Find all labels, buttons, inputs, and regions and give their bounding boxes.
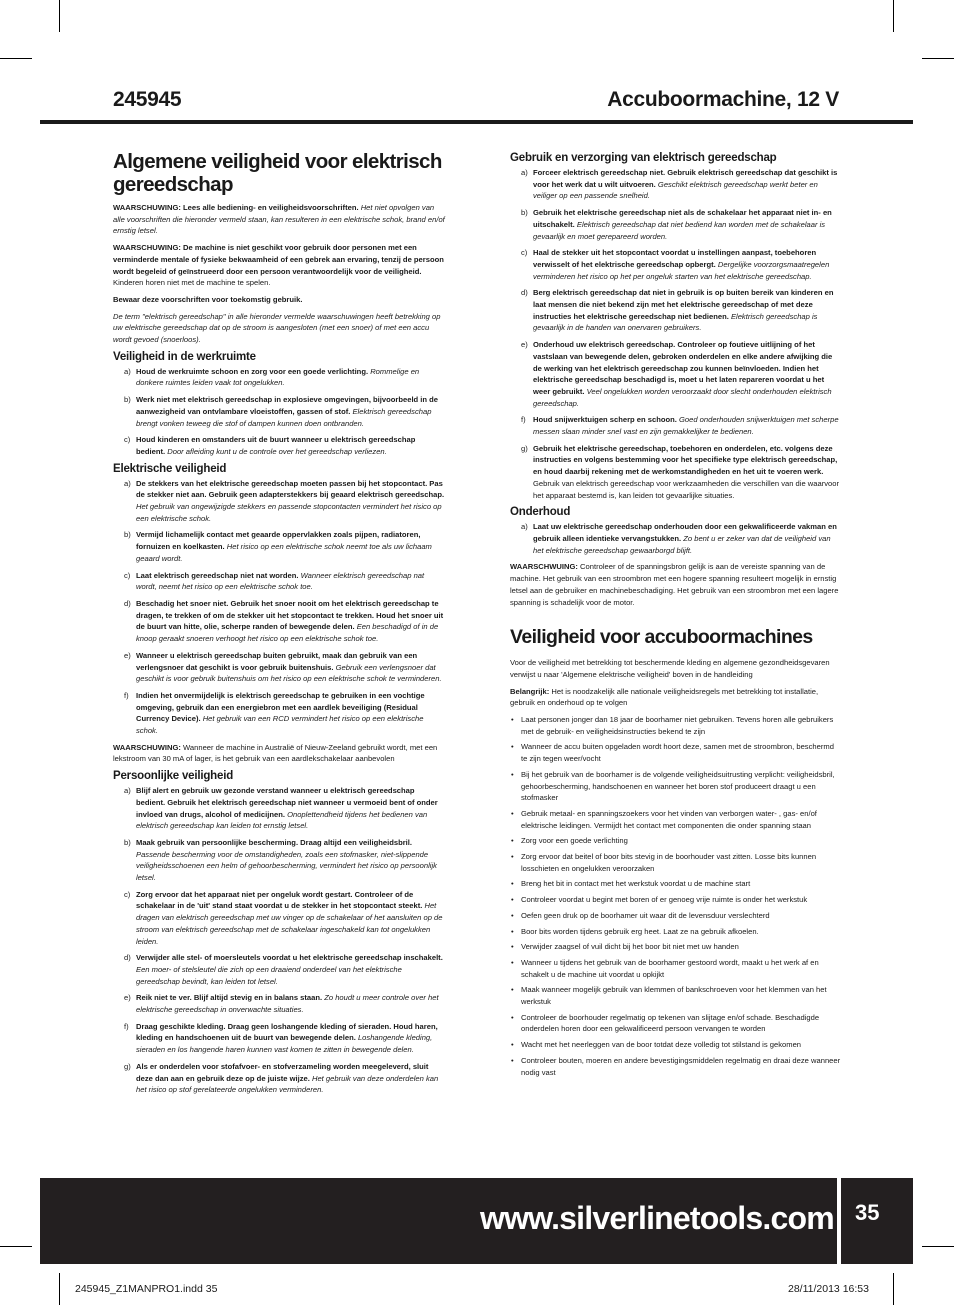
list-item bbox=[510, 339, 842, 409]
bullet-text: Verwijder zaagsel of vuil dicht bij het boor bit niet met uw handen bbox=[521, 942, 739, 952]
bullet-marker: • bbox=[511, 895, 514, 905]
item-bold: Onderhoud uw elektrisch gereedschap. Controleer op foutieve uitlijning of het vastslaan van bewegende delen, gebroken onderdelen en elke andere afwijking die de werking van het elektrisch gereedschap zou kunnen beïnvloeden. Indien het elektrische gereedschap beschadigd is, moet u het laten repareren voordat u het weer gebruikt. bbox=[533, 340, 833, 396]
list-item bbox=[113, 1021, 445, 1056]
item-letter: d) bbox=[124, 598, 131, 608]
list-item bbox=[510, 167, 842, 202]
item-letter: e) bbox=[124, 650, 131, 660]
item-letter: d) bbox=[521, 288, 528, 298]
section-title-general-safety: Algemene veiligheid voor elektrisch gereedschap bbox=[113, 150, 442, 196]
list-item bbox=[510, 414, 842, 437]
item-italic: Een moer- of stelsleutel die zich op een draaiend onderdeel van het elektrische gereedschap bevindt, kan leiden tot letsel. bbox=[136, 964, 402, 986]
list-item bbox=[510, 247, 842, 282]
workspace-list bbox=[113, 366, 445, 458]
use-care-list bbox=[510, 167, 842, 501]
warning-text: Wanneer de machine in Australië of Nieuw-Zeeland gebruikt wordt, met een lekstroom van 30 mA of lager, is het gebruik van een aardlekschakelaar aanbevolen bbox=[113, 742, 438, 764]
crop-mark bbox=[0, 58, 32, 59]
intro-paragraph bbox=[113, 294, 445, 306]
item-letter: g) bbox=[124, 1061, 131, 1071]
item-letter: a) bbox=[124, 786, 131, 796]
model-number: 245945 bbox=[113, 88, 182, 111]
item-italic: Door afleiding kunt u de controle over het gereedschap verliezen. bbox=[165, 446, 387, 456]
bullet-item bbox=[510, 894, 842, 906]
list-item bbox=[113, 690, 445, 737]
battery-intro: Voor de veiligheid met betrekking tot beschermende kleding en algemene gezondheidsgevaren verwijst u naar 'Algemene elektrische veiligheid' boven in de handleiding bbox=[510, 658, 830, 679]
item-letter: e) bbox=[521, 340, 528, 350]
bullet-text: Breng het bit in contact met het werkstuk voordat u de machine start bbox=[521, 879, 751, 889]
bullet-item bbox=[510, 769, 842, 804]
important-label: Belangrijk: bbox=[510, 686, 550, 696]
product-title: Accuboormachine, 12 V bbox=[607, 88, 839, 111]
item-bold: Laat elektrisch gereedschap niet nat worden. bbox=[136, 570, 299, 580]
bullet-item bbox=[510, 1039, 842, 1051]
item-italic: Goed onderhouden snijwerktuigen met scherpe messen slaan minder snel vast en zijn gemakkelijker te bedienen. bbox=[533, 415, 839, 437]
bullet-marker: • bbox=[511, 926, 514, 936]
item-italic: Zo bent u er zeker van dat de veiligheid van het elektrische gereedschap gewaarborgd blijft. bbox=[533, 533, 831, 555]
crop-mark bbox=[922, 58, 954, 59]
bullet-text: Maak wanneer mogelijk gebruik van klemmen of bankschroeven voor het klemmen van het werkstuk bbox=[521, 985, 827, 1007]
bullet-item bbox=[510, 714, 842, 737]
list-item bbox=[113, 478, 445, 525]
section-title-battery-safety: Veiligheid voor accuboormachines bbox=[510, 626, 813, 649]
important-text: Het is noodzakelijk alle nationale veiligheidsregels met betrekking tot installatie, gebruik en onderhoud op te volgen bbox=[510, 686, 819, 708]
list-item bbox=[113, 366, 445, 389]
intro-plain: Kinderen horen niet met de machine te spelen. bbox=[113, 278, 271, 288]
list-item bbox=[113, 889, 445, 948]
crop-mark bbox=[893, 0, 894, 32]
battery-important bbox=[510, 686, 842, 709]
item-bold: Draag geschikte kleding. Draag geen loshangende kleding of sieraden. Houd haren, kleding en handschoenen uit de buurt van bewegende delen. bbox=[136, 1021, 438, 1043]
item-italic: Het gebruik van ongewijzigde stekkers en passende stopcontacten vermindert het risico op een elektrische schok. bbox=[136, 502, 442, 523]
intro-bold: WAARSCHUWING: De machine is niet geschikt voor gebruik door personen met een verminderde mentale of fysieke bekwaamheid of een gebrek aan ervaring, tenzij de persoon wordt begeleid of geïnstrueerd door een persoon verantwoordelijk voor de veiligheid. bbox=[113, 243, 444, 276]
bullet-item bbox=[510, 1055, 842, 1078]
bullet-marker: • bbox=[511, 985, 514, 995]
item-italic: Passende bescherming voor de omstandigheden, zoals een stofmasker, niet-slippende veiligheidsschoenen een helm of gehoorbescherming, vermindert het risico op persoonlijk letsel. bbox=[136, 849, 437, 883]
item-italic: Veel ongelukken worden veroorzaakt door slecht onderhouden elektrisch gereedschap. bbox=[533, 386, 832, 408]
item-letter: a) bbox=[521, 168, 528, 177]
item-italic: Wanneer elektrisch gereedschap nat wordt, neemt het risico op een elektrische schok toe. bbox=[136, 570, 425, 592]
item-bold: Als er onderdelen voor stofafvoer- en stofverzameling worden meegeleverd, sluit deze dan aan en gebruik deze op de juiste wijze. bbox=[136, 1061, 429, 1083]
bullet-marker: • bbox=[511, 836, 514, 846]
bullet-text: Boor bits worden tijdens gebruik erg heet. Laat ze na gebruik afkoelen. bbox=[521, 926, 759, 936]
list-item bbox=[510, 207, 842, 242]
personal-list bbox=[113, 785, 445, 1096]
bullet-text: Gebruik metaal- en spanningszoekers voor het vinden van verborgen water- , gas- en/of elektrische leidingen. Vermijdt het contact met componenten die onder spanning staan bbox=[521, 808, 817, 830]
item-italic: Het risico op een elektrische schok neemt toe als uw lichaam geaard wordt. bbox=[136, 542, 432, 563]
list-item bbox=[510, 443, 842, 502]
bullet-text: Wacht met het neerleggen van de boor totdat deze volledig tot stilstand is gekomen bbox=[521, 1040, 802, 1050]
left-column bbox=[113, 150, 445, 1101]
crop-mark bbox=[893, 1273, 894, 1305]
bullet-marker: • bbox=[511, 852, 514, 862]
intro-italic: Het niet opvolgen van alle voorschriften die hieronder vermeld staan, kan resulteren in een elektrische schok, brand en/of ernstig letsel. bbox=[113, 203, 445, 236]
bullet-item bbox=[510, 741, 842, 764]
list-item bbox=[113, 598, 445, 645]
intro-paragraph bbox=[113, 242, 445, 289]
bullet-marker: • bbox=[511, 879, 514, 889]
list-item bbox=[113, 570, 445, 593]
warning-voltage bbox=[510, 561, 842, 608]
item-letter: d) bbox=[124, 953, 131, 963]
bullet-item bbox=[510, 851, 842, 874]
item-letter: c) bbox=[124, 570, 131, 580]
crop-mark bbox=[922, 1246, 954, 1247]
item-bold: Beschadig het snoer niet. Gebruik het snoer nooit om het elektrisch gereedschap te dragen, te trekken of om de stekker uit het stopcontact te trekken. Houd het snoer uit de buurt van hitte, olie, scherpe randen of bewegende delen. bbox=[136, 598, 444, 632]
crop-mark bbox=[59, 1273, 60, 1305]
item-bold: Houd de werkruimte schoon en zorg voor een goede verlichting. bbox=[136, 366, 369, 376]
item-letter: b) bbox=[124, 395, 131, 405]
bullet-item bbox=[510, 926, 842, 938]
subheading-personal: Persoonlijke veiligheid bbox=[113, 770, 234, 783]
bullet-text: Oefen geen druk op de boorhamer uit waar dit de levensduur verslechterd bbox=[521, 910, 770, 920]
bullet-text: Bij het gebruik van de boorhamer is de volgende veiligheidsuitrusting verplicht: veiligheidsbril, gehoorbescherming, handschoenen en wanneer het boren stof produceert draagt u een stofmasker bbox=[521, 769, 835, 803]
item-letter: a) bbox=[521, 522, 528, 532]
bullet-marker: • bbox=[511, 1055, 514, 1065]
item-bold: De stekkers van het elektrische gereedschap moeten passen bij het stopcontact. Pas de stekker niet aan. Gebruik geen adapterstekkers bij geaard elektrisch gereedschap. bbox=[136, 478, 445, 500]
item-italic: Onoplettendheid tijdens het bedienen van elektrisch gereedschap kan leiden tot ernstig letsel. bbox=[136, 809, 428, 831]
bullet-item bbox=[510, 835, 842, 847]
item-italic: Elektrisch gereedschap dat niet bediend kan worden met de schakelaar is gevaarlijk en moet gerepareerd worden. bbox=[533, 219, 826, 241]
subheading-electrical: Elektrische veiligheid bbox=[113, 462, 227, 475]
item-bold: Blijf alert en gebruik uw gezonde verstand wanneer u elektrisch gereedschap bedient. Gebruik het elektrisch gereedschap niet wanneer u vermoeid bent of onder invloed van drugs, alcohol of medicijnen. bbox=[136, 786, 438, 819]
list-item bbox=[113, 1061, 445, 1096]
item-italic: Elektrisch gereedschap is gevaarlijk in de handen van onervaren gebruikers. bbox=[533, 311, 818, 333]
bullet-marker: • bbox=[511, 715, 514, 725]
item-letter: b) bbox=[124, 837, 131, 847]
bullet-item bbox=[510, 941, 842, 953]
item-letter: c) bbox=[521, 248, 528, 258]
bullet-item bbox=[510, 878, 842, 890]
item-bold: Wanneer u elektrisch gereedschap buiten gebruikt, maak dan gebruik van een verlengsnoer dat geschikt is voor gebruik buitenshuis. bbox=[136, 650, 418, 672]
maintenance-list bbox=[510, 521, 842, 556]
item-letter: f) bbox=[521, 415, 526, 425]
item-letter: a) bbox=[124, 478, 131, 488]
item-italic: Dergelijke voorzorgsmaatregelen verminderen het risico op het per ongeluk starten van het elektrische gereedschap. bbox=[533, 259, 830, 281]
bullet-marker: • bbox=[511, 1040, 514, 1050]
item-italic: Een beschadigd of in de knoop geraakt snoeren verhoogt het risico op een elektrische schok toe. bbox=[136, 622, 439, 644]
item-bold: Haal de stekker uit het stopcontact voordat u instellingen aanpast, toebehoren verwisselt of het elektrische gereedschap opbergt. bbox=[533, 248, 817, 269]
bullet-text: Controleer de boorhouder regelmatig op tekenen van slijtage en/of schade. Beschadigde onderdelen horen door een gekwalificeerd persoon vervangen te worden bbox=[521, 1012, 820, 1034]
item-italic: Geschikt elektrisch gereedschap werkt beter en veiliger op een passende snelheid. bbox=[533, 179, 818, 201]
item-italic: Loshangende kleding, sieraden en los hangende haren kunnen vast komen te zitten in bewegende delen. bbox=[136, 1033, 433, 1055]
bullet-marker: • bbox=[511, 942, 514, 952]
list-item bbox=[113, 992, 445, 1015]
bullet-item bbox=[510, 984, 842, 1007]
item-bold: Indien het onvermijdelijk is elektrisch gereedschap te gebruiken in een vochtige omgeving, gebruik dan een energiebron met een aardlek beveiliging (Residual Currency Device). bbox=[136, 690, 425, 724]
item-bold: Houd kinderen en omstanders uit de buurt wanneer u elektrisch gereedschap bedient. bbox=[136, 435, 416, 456]
intro-italic: De term "elektrisch gereedschap" in alle hieronder vermelde waarschuwingen heeft betrekking op uw elektrische gereedschap dat op de stroom is aangesloten (met een snoer) of met een accu wordt gevoed (snoerloos). bbox=[113, 311, 441, 345]
bullet-marker: • bbox=[511, 769, 514, 779]
item-letter: a) bbox=[124, 366, 131, 376]
bullet-marker: • bbox=[511, 910, 514, 920]
item-letter: b) bbox=[521, 208, 528, 218]
intro-paragraph bbox=[113, 311, 445, 346]
list-item bbox=[510, 521, 842, 556]
bullet-marker: • bbox=[511, 808, 514, 818]
intro-bold: Bewaar deze voorschriften voor toekomstig gebruik. bbox=[113, 294, 303, 304]
item-italic: Zo houdt u meer controle over het elektrische gereedschap in onverwachte situaties. bbox=[136, 993, 439, 1015]
battery-bullet-list bbox=[510, 714, 842, 1078]
list-item bbox=[113, 952, 445, 987]
item-letter: c) bbox=[124, 435, 131, 445]
item-letter: b) bbox=[124, 530, 131, 540]
list-item bbox=[113, 529, 445, 564]
list-item bbox=[113, 650, 445, 685]
header-rule bbox=[40, 120, 913, 124]
footer-divider bbox=[837, 1178, 841, 1264]
bullet-text: Zorg ervoor dat beitel of boor bits stevig in de boorhouder vast zitten. Losse bits kunnen losschieten en ongelukken veroorzaken bbox=[521, 852, 817, 873]
bullet-item bbox=[510, 808, 842, 831]
list-item bbox=[510, 287, 842, 334]
item-bold: Vermijd lichamelijk contact met geaarde oppervlakken zoals pijpen, radiatoren, fornuizen en koelkasten. bbox=[136, 530, 421, 552]
item-bold: Gebruik het elektrische gereedschap, toebehoren en onderdelen, etc. volgens deze instructies en volgens bestemming voor het specifieke type elektrisch gereedschap, en houd daarbij rekening met de werkomstandigheden en het uit te voeren werk. bbox=[533, 443, 838, 477]
item-bold: Werk niet met elektrisch gereedschap in explosieve omgevingen, bijvoorbeeld in de aanwezigheid van ontvlambare vloeistoffen, gassen of stof. bbox=[136, 395, 439, 416]
bullet-marker: • bbox=[511, 957, 514, 967]
item-italic: Rommelige en donkere ruimtes leiden vaak tot ongelukken. bbox=[136, 366, 420, 388]
website-url[interactable]: www.silverlinetools.com bbox=[480, 1200, 834, 1236]
bullet-text: Zorg voor een goede verlichting bbox=[521, 836, 628, 846]
bullet-item bbox=[510, 1012, 842, 1035]
subheading-maintenance: Onderhoud bbox=[510, 506, 571, 519]
page-number: 35 bbox=[855, 1200, 880, 1225]
warning-text: Controleer of de spanningsbron gelijk is aan de vereiste spanning van de machine. Het gebruik van een stroombron met een hogere spanning resulteert mogelijk in ernstig letsel aan de gebruiker en machinebeschadiging. Het gebruik van een stroombron met een lagere spanning is schadelijk voor de motor. bbox=[510, 562, 839, 607]
item-bold: Berg elektrisch gereedschap dat niet in gebruik is op buiten bereik van kinderen en laat mensen die niet bekend zijn met het elektrische gereedschap of met deze instructies het elektrische gereedschap niet bedienen. bbox=[533, 288, 834, 321]
crop-mark bbox=[59, 0, 60, 32]
warning-label: WAARSCHUWING: bbox=[113, 742, 181, 752]
bullet-text: Controleer bouten, moeren en andere bevestigingsmiddelen regelmatig en draai deze wanneer nodig vast bbox=[521, 1055, 841, 1077]
item-bold: Gebruik het elektrische gereedschap niet als de schakelaar het apparaat niet in- en uitschakelt. bbox=[533, 208, 832, 229]
bullet-text: Wanneer de accu buiten opgeladen wordt hoort deze, samen met de stroombron, beschermd te zijn tegen weer/vocht bbox=[521, 742, 834, 764]
warning-label: WAARSCHWUING: bbox=[510, 562, 578, 572]
crop-mark bbox=[0, 1246, 32, 1247]
warning-australia bbox=[113, 742, 445, 765]
bullet-text: Wanneer u tijdens het gebruik van de boorhamer gestoord wordt, maakt u het werk af en schakelt u de machine uit voordat u opkijkt bbox=[521, 957, 819, 979]
item-bold: Verwijder alle stel- of moersleutels voordat u het elektrische gereedschap inschakelt. bbox=[136, 953, 443, 963]
bullet-item bbox=[510, 910, 842, 922]
item-letter: f) bbox=[124, 1021, 129, 1031]
slug-date: 28/11/2013 16:53 bbox=[788, 1283, 869, 1295]
item-plain: Gebruik van elektrisch gereedschap voor werkzaamheden die verschillen van die waarvoor het apparaat bestemd is, kan leiden tot gevaarlijke situaties. bbox=[533, 478, 840, 500]
electrical-list bbox=[113, 478, 445, 737]
item-bold: Maak gebruik van persoonlijke bescherming. Draag altijd een veiligheidsbril. bbox=[136, 837, 412, 847]
right-column bbox=[510, 152, 842, 1082]
footer-bar bbox=[40, 1178, 913, 1264]
item-bold: Zorg ervoor dat het apparaat niet per ongeluk wordt gestart. Controleer of de schakelaar in de 'uit' stand staat voordat u de stekker in het stopcontact steekt. bbox=[136, 889, 423, 911]
subheading-use-care: Gebruik en verzorging van elektrisch gereedschap bbox=[510, 152, 777, 164]
item-bold: Forceer elektrisch gereedschap niet. Gebruik elektrisch gereedschap dat geschikt is voor het werk dat u wilt uitvoeren. bbox=[533, 168, 838, 189]
bullet-marker: • bbox=[511, 742, 514, 752]
item-letter: c) bbox=[124, 889, 131, 899]
item-italic: Het gebruik van deze onderdelen kan het risico op stof gerelateerde ongelukken verminderen. bbox=[136, 1073, 439, 1095]
item-italic: Het gebruik van een RCD vermindert het risico op een elektrische schok. bbox=[136, 714, 424, 736]
item-bold: Laat uw elektrische gereedschap onderhouden door een gekwalificeerde vakman en gebruik alleen identieke vervangstukken. bbox=[533, 522, 837, 543]
list-item bbox=[113, 837, 445, 884]
item-letter: f) bbox=[124, 690, 129, 700]
intro-paragraph bbox=[113, 202, 445, 237]
bullet-item bbox=[510, 957, 842, 980]
bullet-text: Laat personen jonger dan 18 jaar de boorhamer niet gebruiken. Tevens horen alle gebruikers met de gebruik- en veiligheidsinstructies bekend te zijn bbox=[521, 715, 834, 736]
bullet-text: Controleer voordat u begint met boren of er genoeg vrije ruimte is onder het werkstuk bbox=[521, 895, 808, 905]
item-letter: g) bbox=[521, 443, 528, 453]
intro-bold: WAARSCHUWING: Lees alle bediening- en veiligheidsvoorschriften. bbox=[113, 203, 359, 212]
item-italic: Het dragen van elektrisch gereedschap met uw vinger op de schakelaar of het aansluiten op de stroom van elektrisch gereedschap met de schakelaar ingeschakeld kan tot ongelukken leiden. bbox=[136, 901, 443, 946]
bullet-marker: • bbox=[511, 1012, 514, 1022]
list-item bbox=[113, 434, 445, 457]
item-bold: Houd snijwerktuigen scherp en schoon. bbox=[533, 415, 677, 425]
subheading-workspace: Veiligheid in de werkruimte bbox=[113, 350, 256, 363]
item-letter: e) bbox=[124, 993, 131, 1003]
list-item bbox=[113, 394, 445, 429]
item-bold: Reik niet te ver. Blijf altijd stevig en in balans staan. bbox=[136, 993, 323, 1003]
list-item bbox=[113, 785, 445, 832]
item-italic: Elektrisch gereedschap brengt vonken teweeg die stof of dampen kunnen doen ontbranden. bbox=[136, 406, 432, 428]
item-italic: Gebruik een verlengsnoer dat geschikt is voor gebruik buitenshuis om het risico op een elektrische schok te verminderen. bbox=[136, 662, 442, 684]
slug-filename: 245945_Z1MANPRO1.indd 35 bbox=[75, 1283, 218, 1295]
